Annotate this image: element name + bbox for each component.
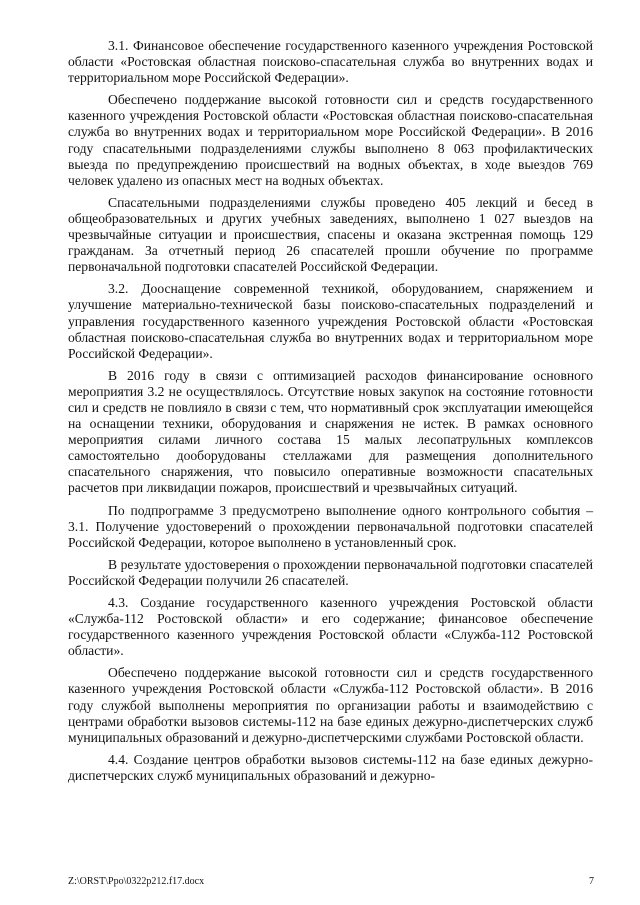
footer-file-path: Z:\ORST\Ppo\0322p212.f17.docx bbox=[68, 876, 205, 887]
page-footer bbox=[68, 876, 594, 887]
paragraph-4-3: 4.3. Создание государственного казенного учреждения Ростовской области «Служба-112 Ростовской области» и его содержание; финансовое обеспечение государственного казенного учреждения Ростовской области «Служба-112 Ростовской области». bbox=[68, 595, 593, 659]
paragraph-lectures: Спасательными подразделениями службы проведено 405 лекций и бесед в общеобразовательных и других учебных заведениях, выполнено 1 027 выездов на чрезвычайные ситуации и происшествия, спасены и оказана экстренная помощь 129 гражданам. За отчетный период 26 спасателей прошли обучение по программе первоначальной подготовки спасателей Российской Федерации. bbox=[68, 194, 593, 275]
paragraph-optimization: В 2016 году в связи с оптимизацией расходов финансирование основного мероприятия 3.2 не осуществлялось. Отсутствие новых закупок на состояние готовности сил и средств не повлияло в связи с тем, что нормативный срок эксплуатации имеющейся на оснащении техники, оборудования и снаряжения не истек. В рамках основного мероприятия силами личного состава 15 малых лесопатрульных комплексов самостоятельно дооборудованы стеллажами для размещения дополнительного спасательного снаряжения, что повысило оперативные возможности спасательных расчетов при ликвидации пожаров, происшествий и чрезвычайных ситуаций. bbox=[68, 367, 593, 496]
paragraph-readiness: Обеспечено поддержание высокой готовности сил и средств государственного казенного учреждения Ростовской области «Ростовская областная поисково-спасательная служба во внутренних водах и территориальном море Российской Федерации». В 2016 году спасательными подразделениями службы выполнено 8 063 профилактических выезда по предупреждению происшествий на водных объектах, в ходе выездов 769 человек удалено из опасных мест на водных объектах. bbox=[68, 92, 593, 188]
paragraph-service-112: Обеспечено поддержание высокой готовности сил и средств государственного казенного учреждения Ростовской области «Служба-112 Ростовской области». В 2016 году службой выполнены мероприятия по организации работы и взаимодействию с центрами обработки вызовов системы-112 на базе единых дежурно-диспетчерских служб муниципальных образований и дежурно-диспетчерскими службами Ростовской области. bbox=[68, 665, 593, 745]
paragraph-4-4: 4.4. Создание центров обработки вызовов системы-112 на базе единых дежурно-диспетчерских служб муниципальных образований и дежурно- bbox=[68, 751, 593, 783]
paragraph-3-2: 3.2. Дооснащение современной техникой, оборудованием, снаряжением и улучшение материально-технической базы поисково-спасательных подразделений и управления государственного казенного учреждения Ростовской области «Ростовская областная поисково-спасательная служба во внутренних водах и территориальном море Российской Федерации». bbox=[68, 281, 593, 361]
paragraph-3-1: 3.1. Финансовое обеспечение государственного казенного учреждения Ростовской области «Ростовская областная поисково-спасательная служба во внутренних водах и территориальном море Российской Федерации». bbox=[68, 38, 593, 86]
page-number: 7 bbox=[589, 876, 594, 887]
paragraph-control-event: По подпрограмме 3 предусмотрено выполнение одного контрольного события – 3.1. Получение удостоверений о прохождении первоначальной подготовки спасателей Российской Федерации, которое выполнено в установленный срок. bbox=[68, 502, 593, 550]
document-body bbox=[68, 38, 593, 790]
paragraph-certificates: В результате удостоверения о прохождении первоначальной подготовки спасателей Российской Федерации получили 26 спасателей. bbox=[68, 556, 593, 588]
